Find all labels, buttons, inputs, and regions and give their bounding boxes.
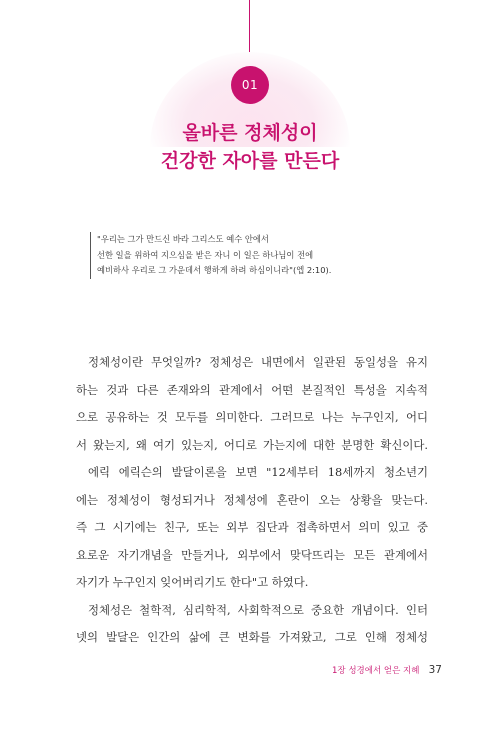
body-line: 으로 공유하는 것 모두를 의미한다. 그러므로 나는 누구인지, 어디 xyxy=(76,410,428,424)
section-title-line-1: 올바른 정체성이 xyxy=(182,122,318,144)
body-line: 에는 정체성이 형성되거나 정체성에 혼란이 오는 상황을 맞는다. xyxy=(76,492,428,507)
page-footer xyxy=(332,664,442,676)
body-line: 정체성이란 무엇일까? 정체성은 내면에서 일관된 동일성을 유지 xyxy=(88,355,428,369)
epigraph-line: "우리는 그가 만드신 바라 그리스도 예수 안에서 xyxy=(97,234,269,244)
body-line: 정체성은 철학적, 심리학적, 사회학적으로 중요한 개념이다. 인터 xyxy=(88,602,428,617)
epigraph-line: 예비하사 우리로 그 가운데서 행하게 하려 하심이니라"(엡 2:10). xyxy=(97,265,332,275)
body-line: 즉 그 시기에는 친구, 또는 외부 집단과 접촉하면서 의미 있고 중 xyxy=(76,520,428,534)
body-line: 요로운 자기개념을 만들거나, 외부에서 맞닥뜨리는 모든 관계에서 xyxy=(76,547,428,562)
body-text xyxy=(76,349,428,652)
body-line: 하는 것과 다른 존재와의 관계에서 어떤 본질적인 특성을 지속적 xyxy=(76,382,428,397)
page-number: 37 xyxy=(428,664,442,676)
body-line: 자기가 누구인지 잊어버리기도 한다"고 하였다. xyxy=(76,575,309,589)
badge-hanging-line xyxy=(249,0,250,60)
epigraph xyxy=(90,232,397,279)
body-line: 넷의 발달은 인간의 삶에 큰 변화를 가져왔고, 그로 인해 정체성 xyxy=(76,630,428,644)
body-line: 서 왔는지, 왜 여기 있는지, 어디로 가는지에 대한 분명한 확신이다. xyxy=(76,437,428,452)
chapter-badge: 01 xyxy=(231,66,269,104)
section-title-line-2: 건강한 자아를 만든다 xyxy=(160,150,340,172)
running-chapter-title: 1장 성경에서 얻은 지혜 xyxy=(332,666,420,676)
epigraph-line: 선한 일을 위하여 지으심을 받은 자니 이 일은 하나님이 전에 xyxy=(97,249,314,260)
body-line: 에릭 에릭슨의 발달이론을 보면 "12세부터 18세까지 청소년기 xyxy=(88,465,428,479)
